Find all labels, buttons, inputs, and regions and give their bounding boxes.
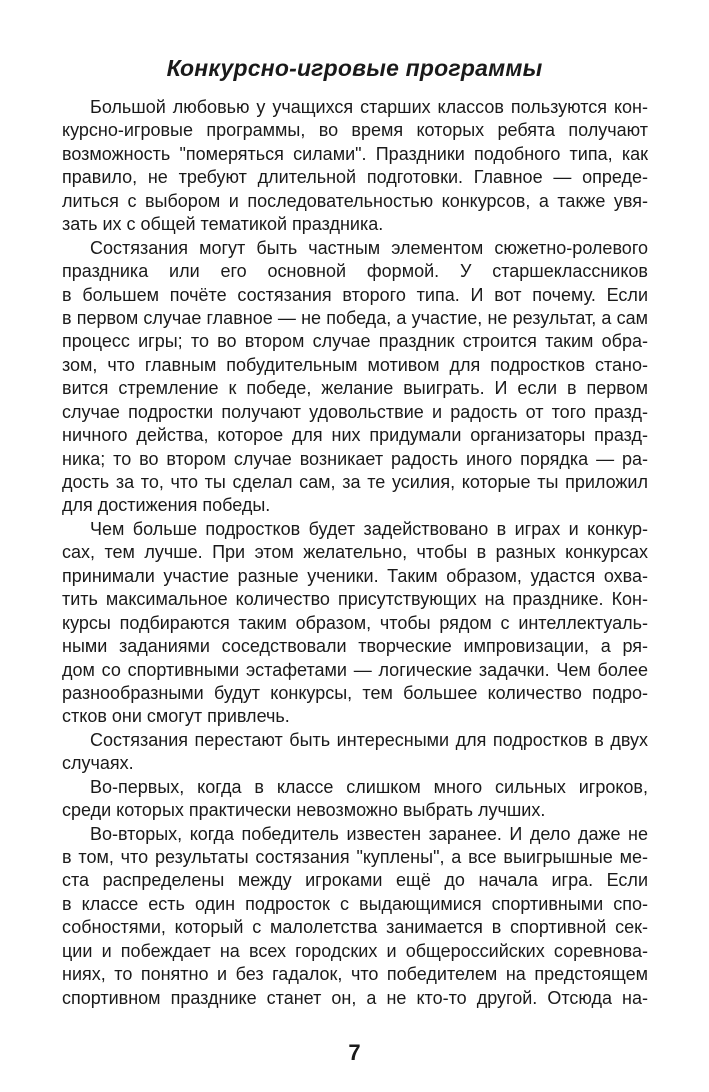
text-line: Состязания могут быть частным элементом сюжетно-ролевого: [90, 237, 648, 258]
text-line: в классе есть один подросток с выдающимися спортивными спо-: [62, 893, 648, 914]
text-line: в том, что результаты состязания "куплены", а все выигрышные ме-: [62, 847, 648, 867]
text-line: разнообразными будут конкурсы, тем большее количество подро-: [62, 682, 648, 703]
text-line: процесс игры; то во втором случае праздник строится таким обра-: [62, 331, 648, 352]
text-line: ными заданиями соседствовали творческие импровизации, а ря-: [62, 636, 648, 657]
text-line: праздника или его основной формой. У старшеклассников: [62, 261, 648, 282]
text-line: случаях.: [62, 753, 134, 774]
text-line: литься с выбором и последовательностью конкурсов, а также увя-: [62, 190, 648, 211]
text-line: курсы подбираются таким образом, чтобы рядом с интеллектуаль-: [62, 612, 648, 633]
text-line: возможность "померяться силами". Праздники подобного типа, как: [62, 143, 648, 164]
text-line: сах, тем лучше. При этом желательно, чтобы в разных конкурсах: [62, 542, 648, 563]
text-line: ниях, то понятно и без гадалок, что победителем на предстоящем: [62, 964, 648, 985]
body-text: [62, 96, 648, 1010]
text-line: ции и побеждает на всех городских и общероссийских соревнова-: [62, 940, 648, 961]
text-line: спортивном празднике станет он, а не кто-то другой. Отсюда на-: [62, 987, 648, 1008]
text-line: вится стремление к победе, желание выиграть. И если в первом: [62, 378, 648, 399]
page-title: Конкурсно-игровые программы: [166, 55, 543, 81]
text-line: тить максимальное количество присутствующих на празднике. Кон-: [62, 589, 648, 610]
text-line: дость за то, что ты сделал сам, за те усилия, которые ты приложил: [62, 472, 648, 492]
text-line: Во-первых, когда в классе слишком много сильных игроков,: [90, 776, 648, 797]
text-line: Во-вторых, когда победитель известен заранее. И дело даже не: [90, 823, 648, 844]
text-line: дом со спортивными эстафетами — логические задачки. Чем более: [62, 659, 648, 680]
text-line: зом, что главным побудительным мотивом для подростков стано-: [62, 354, 648, 375]
text-line: Чем больше подростков будет задействовано в играх и конкур-: [90, 518, 648, 539]
text-line: принимали участие разные ученики. Таким образом, удастся охва-: [62, 565, 648, 586]
text-line: собностями, который с малолетства занимается в спортивной сек-: [62, 917, 648, 938]
page-number: 7: [348, 1040, 361, 1065]
text-line: в первом случае главное — не победа, а участие, не результат, а сам: [62, 307, 648, 328]
text-line: ника; то во втором случае возникает радость иного порядка — ра-: [62, 448, 648, 469]
text-line: Состязания перестают быть интересными для подростков в двух: [90, 729, 648, 750]
text-line: стков они смогут привлечь.: [62, 706, 290, 727]
text-line: зать их с общей тематикой праздника.: [62, 214, 384, 235]
text-line: для достижения победы.: [62, 495, 271, 516]
text-line: курсно-игровые программы, во время которых ребята получают: [62, 120, 648, 141]
text-line: в большем почёте состязания второго типа. И вот почему. Если: [62, 284, 648, 305]
text-line: ста распределены между игроками ещё до начала игра. Если: [62, 870, 648, 891]
text-line: случае подростки получают удовольствие и радость от того празд-: [62, 401, 648, 422]
text-line: правило, не требуют длительной подготовки. Главное — опреде-: [62, 167, 648, 188]
text-line: ничного действа, которое для них придумали организаторы празд-: [62, 425, 648, 446]
text-line: Большой любовью у учащихся старших классов пользуются кон-: [90, 97, 648, 117]
text-line: среди которых практически невозможно выбрать лучших.: [62, 800, 546, 821]
